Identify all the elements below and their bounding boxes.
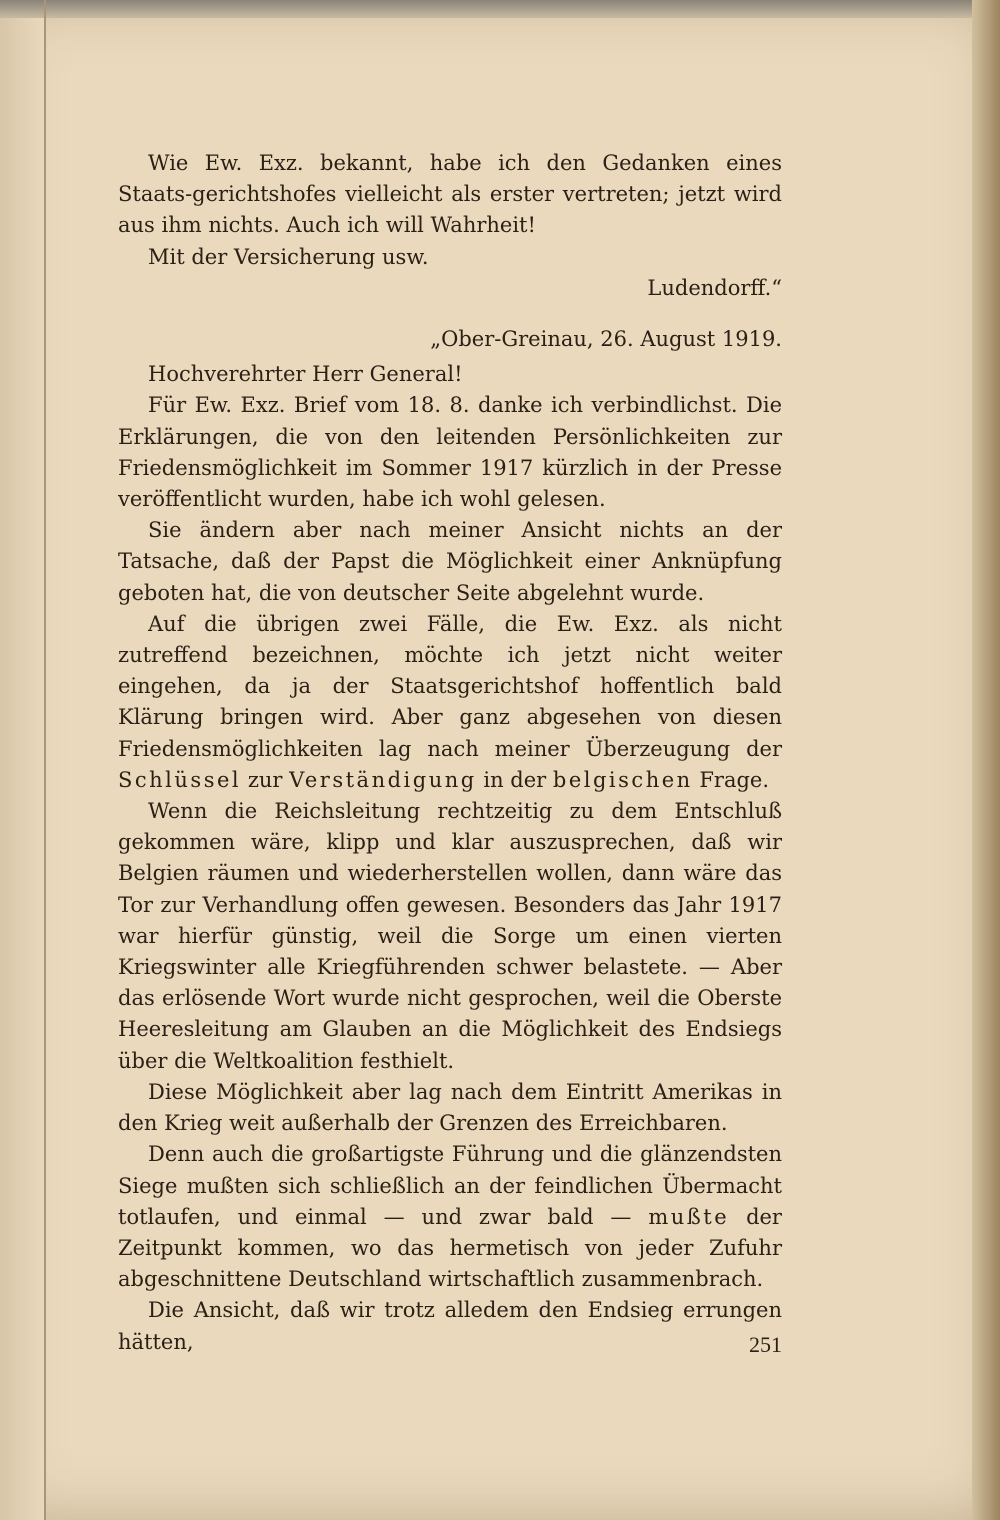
paragraph: Die Ansicht, daß wir trotz alledem den Endsieg errungen hätten,	[118, 1298, 782, 1354]
page-number: 251	[749, 1332, 782, 1357]
paragraph: Wenn die Reichsleitung rechtzeitig zu dem Entschluß gekommen wäre, klipp und klar auszusprechen, daß wir Belgien räumen und wiederherstellen wollen, dann wäre das Tor zur Verhandlung offen gewesen. Besonders das Jahr 1917 war hierfür günstig, weil die Sorge um einen vierten Kriegswinter alle Kriegführenden schwer belastete. — Aber das erlösende Wort wurde nicht gesprochen, weil die Oberste Heeresleitung am Glauben an die Möglichkeit des Endsiegs über die Weltkoalition festhielt.	[118, 799, 782, 1073]
emphasis-musste: mußte	[648, 1204, 730, 1229]
paragraph-text: in der	[483, 767, 547, 792]
dateline: „Ober-Greinau, 26. August 1919.	[430, 327, 782, 352]
top-page-edge	[0, 0, 1000, 18]
paragraph-text: zur	[247, 767, 283, 792]
emphasis-belgischen: belgischen	[552, 767, 693, 792]
paragraph-text: Denn auch die großartigste Führung und die glänzendsten Siege mußten sich schließlich an der feindlichen Übermacht totlaufen, und einmal — und zwar bald —	[118, 1142, 782, 1229]
paragraph	[118, 1139, 782, 1295]
paragraph: Für Ew. Exz. Brief vom 18. 8. danke ich verbindlichst. Die Erklärungen, die von den leitenden Persönlichkeiten zur Friedensmöglichkeit im Sommer 1917 kürzlich in der Presse veröffentlicht wurden, habe ich wohl gelesen.	[118, 393, 782, 512]
paragraph: Wie Ew. Exz. bekannt, habe ich den Gedanken eines Staats-gerichtshofes vielleicht als erster vertreten; jetzt wird aus ihm nichts. Auch ich will Wahrheit!	[118, 151, 782, 238]
emphasis-schluessel: Schlüssel	[118, 767, 242, 792]
right-page-edge	[972, 0, 1000, 1520]
salutation: Hochverehrter Herr General!	[148, 362, 463, 387]
paragraph-text: der Zeitpunkt kommen, wo das hermetisch von jeder Zufuhr abgeschnittene Deutschland wirtschaftlich zusammenbrach.	[118, 1204, 782, 1292]
paragraph: Diese Möglichkeit aber lag nach dem Eintritt Amerikas in den Krieg weit außerhalb der Grenzen des Erreichbaren.	[118, 1079, 782, 1136]
paragraph-text: Auf die übrigen zwei Fälle, die Ew. Exz. als nicht zutreffend bezeichnen, möchte ich jetzt nicht weiter eingehen, da ja der Staatsgerichtshof hoffentlich bald Klärung bringen wird. Aber ganz abgesehen von diesen Friedensmöglichkeiten lag nach meiner Überzeugung der	[118, 611, 782, 761]
paragraph: Sie ändern aber nach meiner Ansicht nichts an der Tatsache, daß der Papst die Möglichkeit einer Anknüpfung geboten hat, die von deutscher Seite abgelehnt wurde.	[118, 518, 782, 605]
paragraph-text: Frage.	[699, 767, 770, 792]
emphasis-verstaendigung: Verständigung	[289, 767, 477, 792]
gutter-line	[44, 0, 46, 1520]
book-gutter	[0, 18, 46, 1520]
paragraph	[118, 609, 782, 796]
body-text	[118, 148, 782, 1358]
signature-ludendorff: Ludendorff.“	[647, 275, 782, 300]
closing-line: Mit der Versicherung usw.	[148, 244, 429, 269]
